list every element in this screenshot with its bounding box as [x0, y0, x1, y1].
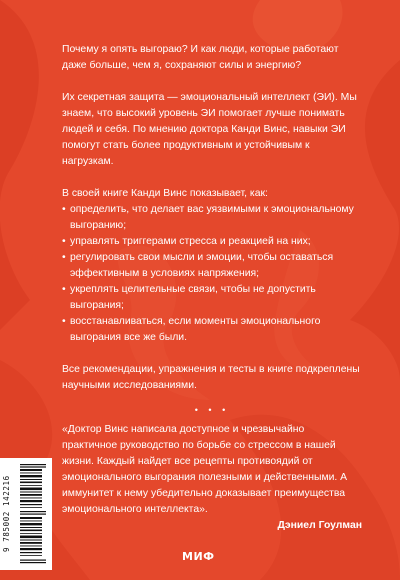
barcode-icon: [20, 464, 46, 564]
list-item: • регулировать свои мысли и эмоции, чтобы оставаться эффективным в условиях напряжения;: [62, 250, 362, 282]
summary-paragraph: Все рекомендации, упражнения и тесты в книге подкреплены научными исследованиями.: [62, 364, 360, 391]
benefits-list: [62, 202, 362, 346]
separator-dots: • • •: [194, 405, 230, 415]
publisher-logo: МИФ: [182, 550, 215, 563]
intro-paragraph: Почему я опять выгораю? И как люди, которые работают даже больше, чем я, сохраняют силы и энергию?: [62, 44, 339, 71]
emotional-intelligence-paragraph: Их секретная защита — эмоциональный интеллект (ЭИ). Мы знаем, что высокий уровень ЭИ помогает лучше понимать людей и себя. По мнению доктора Канди Винс, навыки ЭИ помогут стать более продуктивным и устойчивым к нагрузкам.: [62, 92, 357, 167]
list-item: • определить, что делает вас уязвимыми к эмоциональному выгоранию;: [62, 202, 362, 234]
quote-author: Дэниел Гоулман: [277, 520, 362, 531]
endorsement-quote: «Доктор Винс написала доступное и чрезвычайно практичное руководство по борьбе со стрессом в нашей жизни. Каждый найдет все рецепты противоядий от эмоционального выгорания полезными и действенными. А иммунитет к нему убедительно доказывает преимущества эмоционального интеллекта».: [62, 424, 348, 515]
back-cover-text: [62, 42, 362, 534]
isbn-barcode: [0, 458, 52, 570]
isbn-number: 9 785002 142216: [2, 475, 11, 553]
list-item: • управлять триггерами стресса и реакцией на них;: [62, 234, 362, 250]
list-item: • укреплять целительные связи, чтобы не допустить выгорания;: [62, 282, 362, 314]
list-intro-paragraph: В своей книге Канди Винс показывает, как:: [62, 188, 268, 199]
list-item: • восстанавливаться, если моменты эмоционального выгорания все же были.: [62, 314, 362, 346]
